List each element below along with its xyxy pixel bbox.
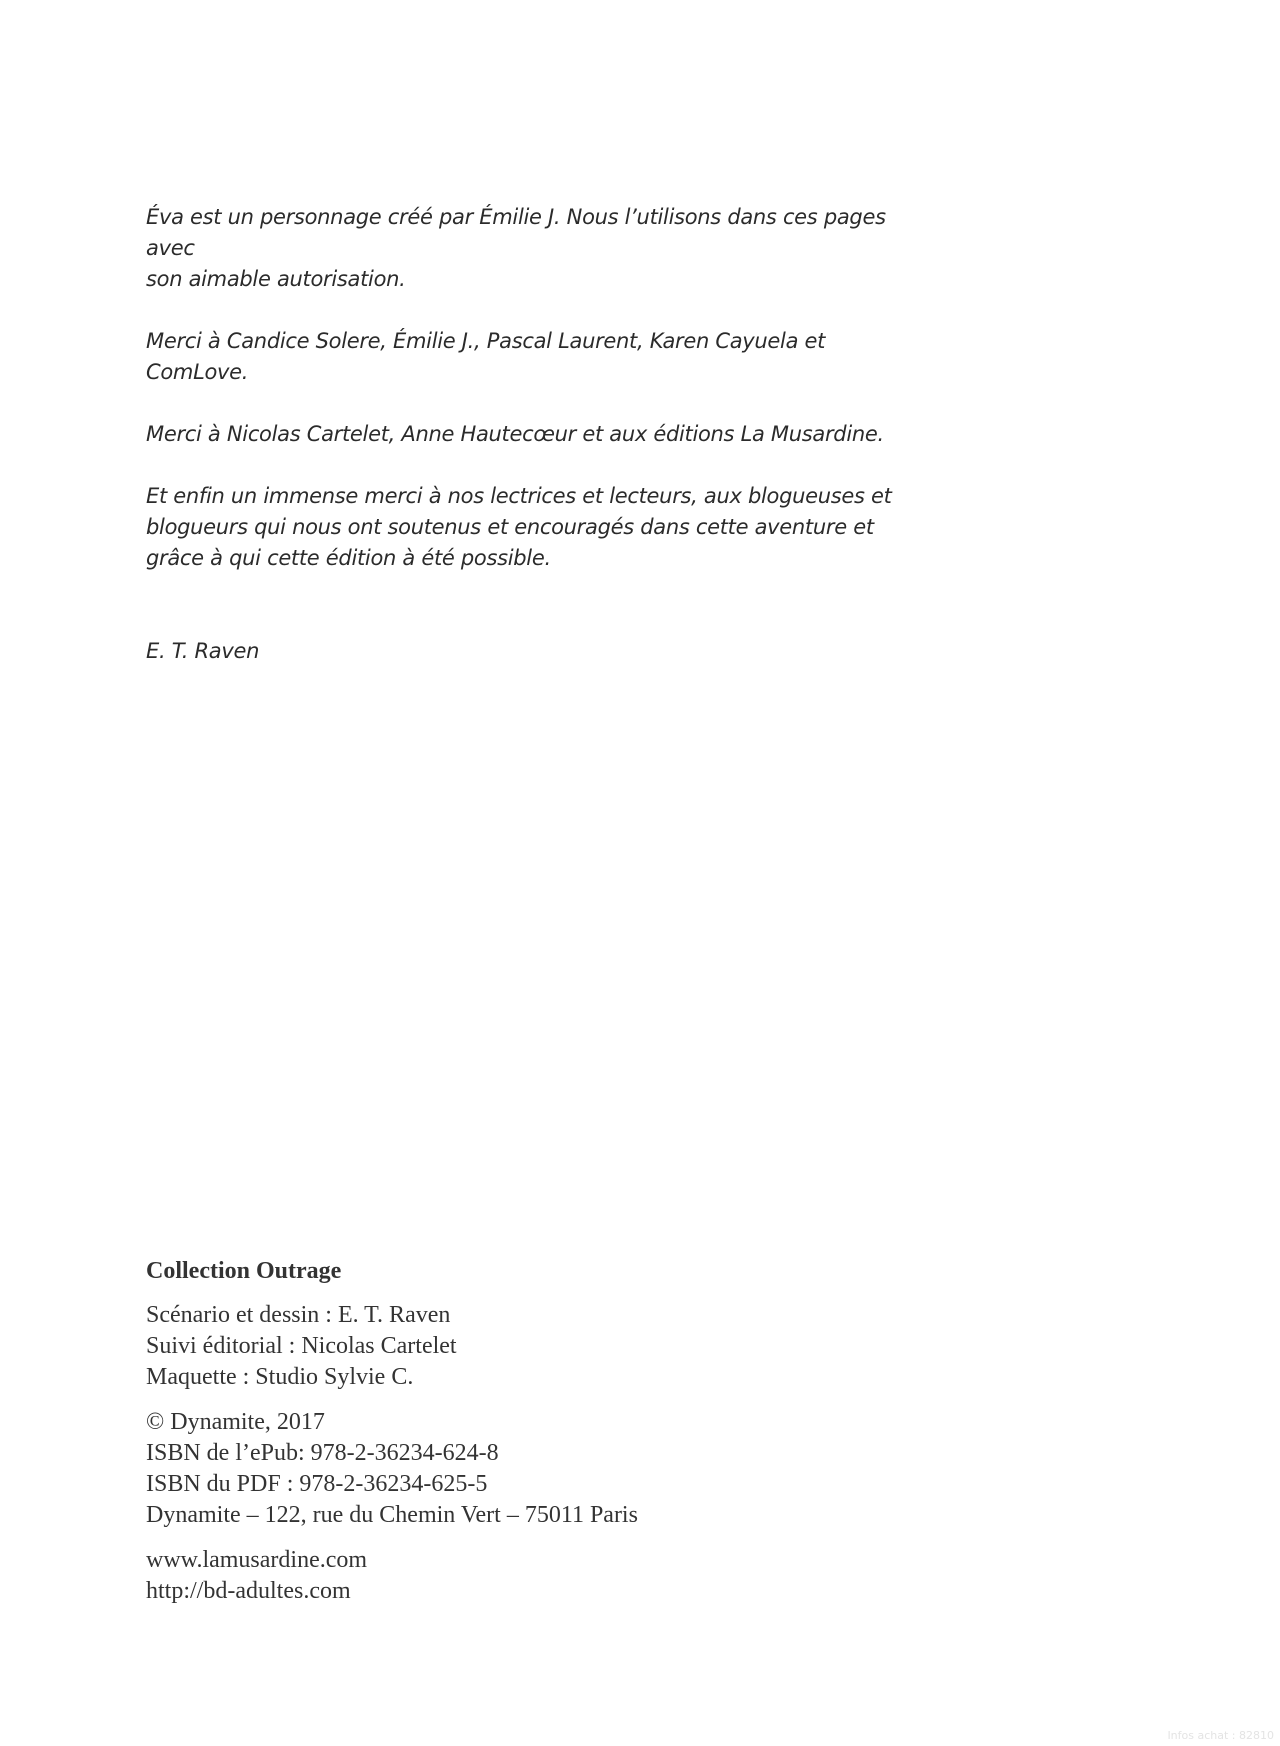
publisher-address-line: Dynamite – 122, rue du Chemin Vert – 75011 Paris: [146, 1502, 638, 1528]
colophon-section: [146, 1256, 1046, 1621]
websites-block: [146, 1545, 1046, 1607]
credits-block: [146, 1300, 1046, 1393]
credit-line: Maquette : Studio Sylvie C.: [146, 1364, 414, 1390]
acknowledgement-paragraph-character: [146, 202, 906, 295]
acknowledgement-paragraph-thanks-1: Merci à Candice Solere, Émilie J., Pascal Laurent, Karen Cayuela et ComLove.: [146, 329, 826, 384]
credit-line: Suivi éditorial : Nicolas Cartelet: [146, 1333, 457, 1359]
acknowledgements-section: [146, 202, 906, 698]
isbn-epub-line: ISBN de l’ePub: 978-2-36234-624-8: [146, 1440, 499, 1466]
isbn-pdf-line: ISBN du PDF : 978-2-36234-625-5: [146, 1471, 488, 1497]
collection-title: Collection Outrage: [146, 1258, 342, 1284]
ack-line: son aimable autorisation.: [146, 267, 406, 291]
ack-line: Et enfin un immense merci à nos lectrices et lecteurs, aux blogueuses et: [146, 484, 892, 508]
author-signature: E. T. Raven: [146, 639, 260, 663]
copyright-line: © Dynamite, 2017: [146, 1409, 325, 1435]
credit-line: Scénario et dessin : E. T. Raven: [146, 1302, 451, 1328]
purchase-watermark: Infos achat : 82810: [1167, 1729, 1274, 1742]
acknowledgement-paragraph-thanks-2: Merci à Nicolas Cartelet, Anne Hautecœur et aux éditions La Musardine.: [146, 422, 884, 446]
publication-block: [146, 1407, 1046, 1531]
acknowledgement-paragraph-readers: [146, 481, 906, 574]
website-link[interactable]: http://bd-adultes.com: [146, 1578, 351, 1604]
ack-line: blogueurs qui nous ont soutenus et encouragés dans cette aventure et: [146, 515, 874, 539]
website-link[interactable]: www.lamusardine.com: [146, 1547, 368, 1573]
ack-line: grâce à qui cette édition à été possible.: [146, 546, 551, 570]
ack-line: Éva est un personnage créé par Émilie J. Nous l’utilisons dans ces pages avec: [146, 205, 886, 260]
